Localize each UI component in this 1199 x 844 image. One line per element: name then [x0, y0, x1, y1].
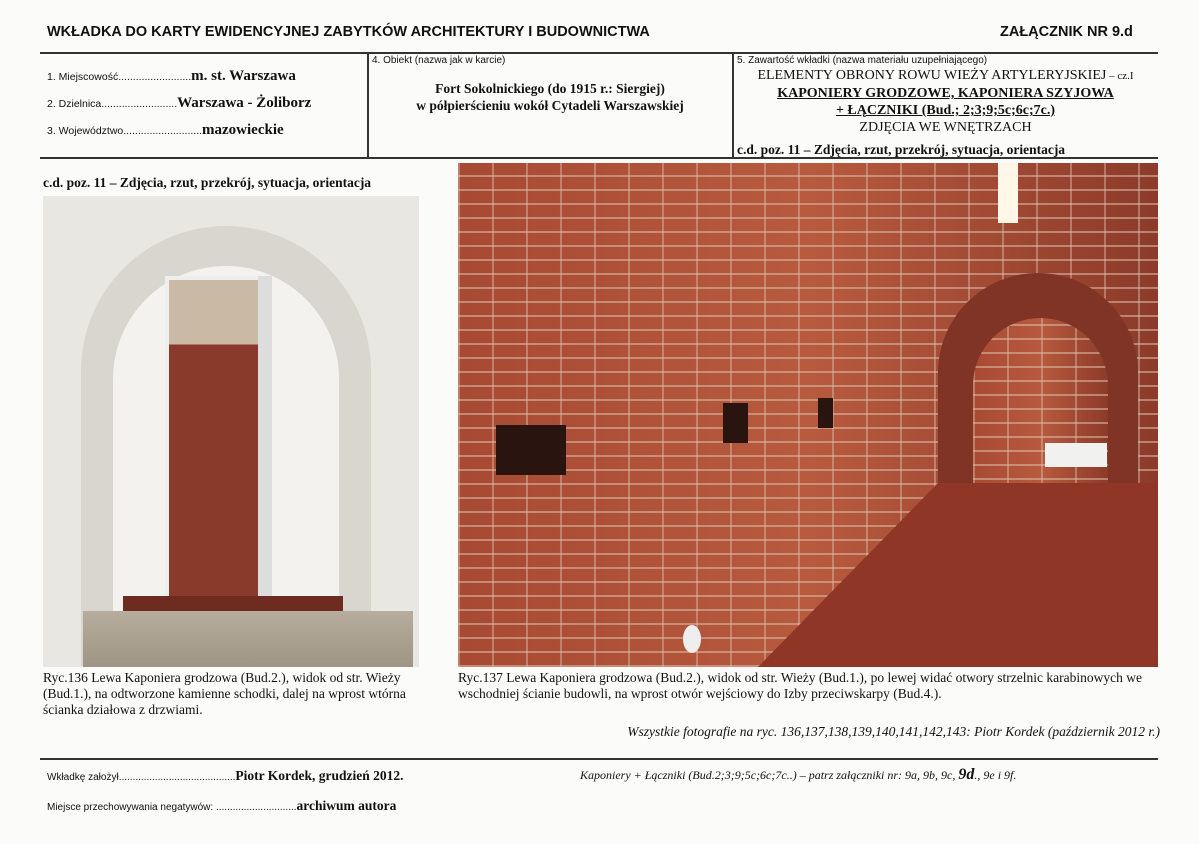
object-line: Fort Sokolnickiego (do 1915 r.: Siergiej) [435, 81, 665, 96]
caption-ryc-136: Ryc.136 Lewa Kaponiera grodzowa (Bud.2.), widok od str. Wieży (Bud.1.), na odtworzone kamienne schodki, dalej na wprost wtórna ścianka działowa z drzwiami. [43, 670, 406, 717]
content-suffix: – cz.I [1106, 70, 1134, 82]
object-line: w półpierścieniu wokół Cytadeli Warszawskiej [416, 98, 684, 113]
object-label: 4. Obiekt (nazwa jak w karcie) [372, 55, 506, 66]
content-line: ELEMENTY OBRONY ROWU WIEŻY ARTYLERYJSKIEJ [757, 68, 1107, 83]
field-wojewodztwo: 3. Województwo...........................mazowieckie [47, 122, 284, 138]
storage-field: Miejsce przechowywania negatywów: .............................archiwum autora [47, 798, 397, 813]
content-description [733, 67, 1158, 136]
content-label: 5. Zawartość wkładki (nazwa materiału uzupełniającego) [737, 55, 988, 66]
section-heading: c.d. poz. 11 – Zdjęcia, rzut, przekrój, sytuacja, orientacja [43, 175, 372, 190]
content-line: + ŁĄCZNIKI (Bud.; 2;3;9;5c;6c;7c.) [835, 103, 1056, 118]
content-line: KAPONIERY GRODZOWE, KAPONIERA SZYJOWA [777, 86, 1114, 101]
document-title: WKŁADKA DO KARTY EWIDENCYJNEJ ZABYTKÓW ARCHITEKTURY I BUDOWNICTWA [47, 24, 650, 40]
annex-number: ZAŁĄCZNIK NR 9.d [1000, 24, 1133, 40]
photo-ryc-137 [458, 163, 1158, 667]
author-field: Wkładkę założył..........................................Piotr Kordek, grudzień 2012. [47, 768, 404, 783]
object-name [368, 80, 732, 114]
annex-references: Kaponiery + Łączniki (Bud.2;3;9;5c;6c;7c..) – patrz załączniki nr: 9a, 9b, 9c, 9d., 9e i 9f. [580, 766, 1017, 783]
photo-credits: Wszystkie fotografie na ryc. 136,137,138,139,140,141,142,143: Piotr Kordek (październik 2012 r.) [627, 724, 1160, 739]
divider [40, 758, 1158, 760]
field-miejscowosc: 1. Miejscowość.........................m. st. Warszawa [47, 68, 296, 84]
content-line: ZDJĘCIA WE WNĘTRZACH [859, 120, 1032, 135]
field-dzielnica: 2. Dzielnica..........................Warszawa - Żoliborz [47, 95, 312, 111]
photo-ryc-136 [43, 196, 419, 667]
content-continuation: c.d. poz. 11 – Zdjęcia, rzut, przekrój, sytuacja, orientacja [737, 142, 1066, 157]
caption-ryc-137: Ryc.137 Lewa Kaponiera grodzowa (Bud.2.), widok od str. Wieży (Bud.1.), po lewej widać otwory strzelnic karabinowych we wschodniej ścianie budowli, na wprost otwór wejściowy do Izby przeciwskarpy (Bud.4.). [458, 670, 1142, 701]
divider [40, 52, 1158, 54]
